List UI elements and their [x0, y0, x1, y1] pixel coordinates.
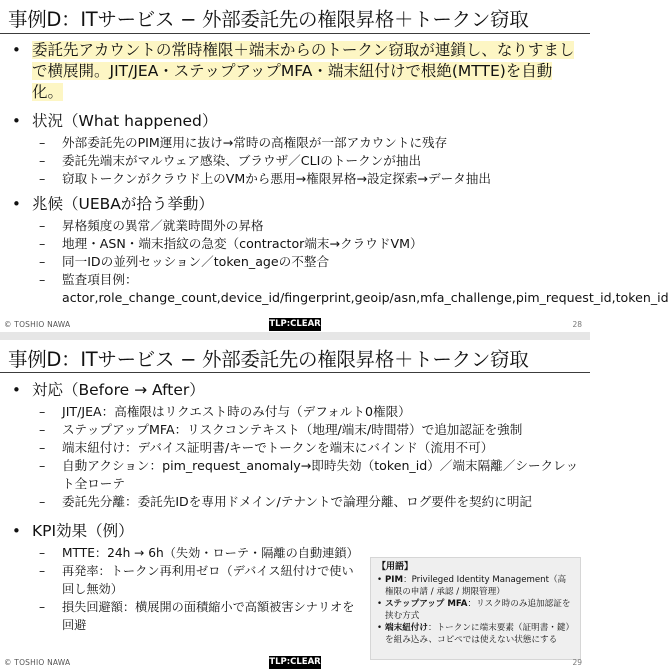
- signs-section: [8, 194, 669, 307]
- list-item: – 同一IDの並列セッション／token_ageの不整合: [32, 253, 582, 271]
- kpi-heading: • KPI効果（例）: [32, 522, 134, 540]
- list-item: – 自動アクション：pim_request_anomaly→即時失効（token_id）／端末隔離／シークレット全ローテ: [32, 457, 582, 493]
- page-number: 29: [572, 658, 582, 667]
- list-item: – 地理・ASN・端末指紋の急変（contractor端末→クラウドVM）: [32, 235, 582, 253]
- glossary-item: [377, 623, 574, 646]
- summary-text: 委託先アカウントの常時権限＋端末からのトークン窃取が連鎖し、なりすましで横展開。JIT/JEA・ステップアップMFA・端末紐付けで根絶(MTTE)を自動化。: [32, 41, 575, 101]
- list-item: – JIT/JEA：高権限はリクエスト時のみ付与（デフォルト0権限）: [32, 403, 582, 421]
- slide-28: [0, 0, 669, 332]
- page-number: 28: [572, 320, 582, 329]
- tlp-badge: TLP:CLEAR: [269, 319, 321, 329]
- glossary-box: [370, 557, 581, 660]
- list-item: – 委託先端末がマルウェア感染、ブラウザ／CLIのトークンが抽出: [32, 152, 582, 170]
- slide-title: 事例D：ITサービス − 外部委託先の権限昇格＋トークン窃取: [8, 8, 529, 31]
- slide-29: [0, 340, 590, 671]
- response-heading: • 対応（Before → After）: [32, 381, 205, 399]
- response-list: [32, 403, 582, 511]
- title-divider: [0, 33, 590, 34]
- list-item: – 昇格頻度の異常／就業時間外の昇格: [32, 217, 582, 235]
- situation-section: [8, 111, 582, 188]
- list-item: – 端末紐付け：デバイス証明書/キーでトークンを端末にバインド（流用不可）: [32, 439, 582, 457]
- glossary-heading: 【用語】: [377, 562, 414, 572]
- glossary-text: ：リスク時のみ追加認証を挟む方式: [385, 599, 571, 621]
- glossary-term: ステップアップ MFA: [385, 599, 468, 610]
- glossary-text: ：トークンに端末要素（証明書・鍵）を組み込み、コピペでは使えない状態にする: [385, 623, 570, 645]
- slide-body: [8, 40, 669, 307]
- list-item: – 監査項目例：actor,role_change_count,device_id/fingerprint,geoip/asn,mfa_challenge,pim_request_id,token_id: [32, 271, 582, 307]
- list-item: – MTTE：24h → 6h（失効・ローテ・隔離の自動連鎖）: [32, 544, 362, 562]
- signs-list: [32, 217, 669, 307]
- slide-separator: [0, 332, 590, 340]
- list-item: – 窃取トークンがクラウド上のVMから悪用→権限昇格→設定探索→データ抽出: [32, 170, 582, 188]
- summary-bullet: [8, 40, 582, 103]
- kpi-list: [32, 544, 362, 634]
- copyright: © TOSHIO NAWA: [4, 658, 71, 667]
- title-divider: [0, 372, 590, 373]
- glossary-term: PIM: [385, 575, 404, 585]
- slide-title: 事例D：ITサービス − 外部委託先の権限昇格＋トークン窃取: [8, 348, 529, 371]
- tlp-badge: TLP:CLEAR: [269, 657, 321, 667]
- glossary-item: [377, 575, 574, 598]
- copyright: © TOSHIO NAWA: [4, 320, 71, 329]
- glossary-term: 端末紐付け: [385, 623, 428, 634]
- list-item: – 外部委託先のPIM運用に抜け→常時の高権限が一部アカウントに残存: [32, 134, 582, 152]
- response-section: [8, 380, 582, 511]
- signs-heading: • 兆候（UEBAが拾う挙動）: [32, 195, 214, 213]
- glossary-text: ：Privileged Identity Management（高権限の申請 / 承認 / 期限管理）: [385, 575, 567, 597]
- list-item: – 損失回避額：横展開の面積縮小で高額被害シナリオを回避: [32, 598, 362, 634]
- list-item: – 委託先分離：委託先IDを専用ドメイン/テナントで論理分離、ログ要件を契約に明記: [32, 493, 582, 511]
- list-item: – 再発率：トークン再利用ゼロ（デバイス紐付けで使い回し無効）: [32, 562, 362, 598]
- situation-list: [32, 134, 582, 188]
- kpi-section: [8, 521, 362, 634]
- list-item: – ステップアップMFA：リスクコンテキスト（地理/端末/時間帯）で追加認証を強制: [32, 421, 582, 439]
- situation-heading: • 状況（What happened）: [32, 112, 218, 130]
- glossary-item: [377, 599, 574, 622]
